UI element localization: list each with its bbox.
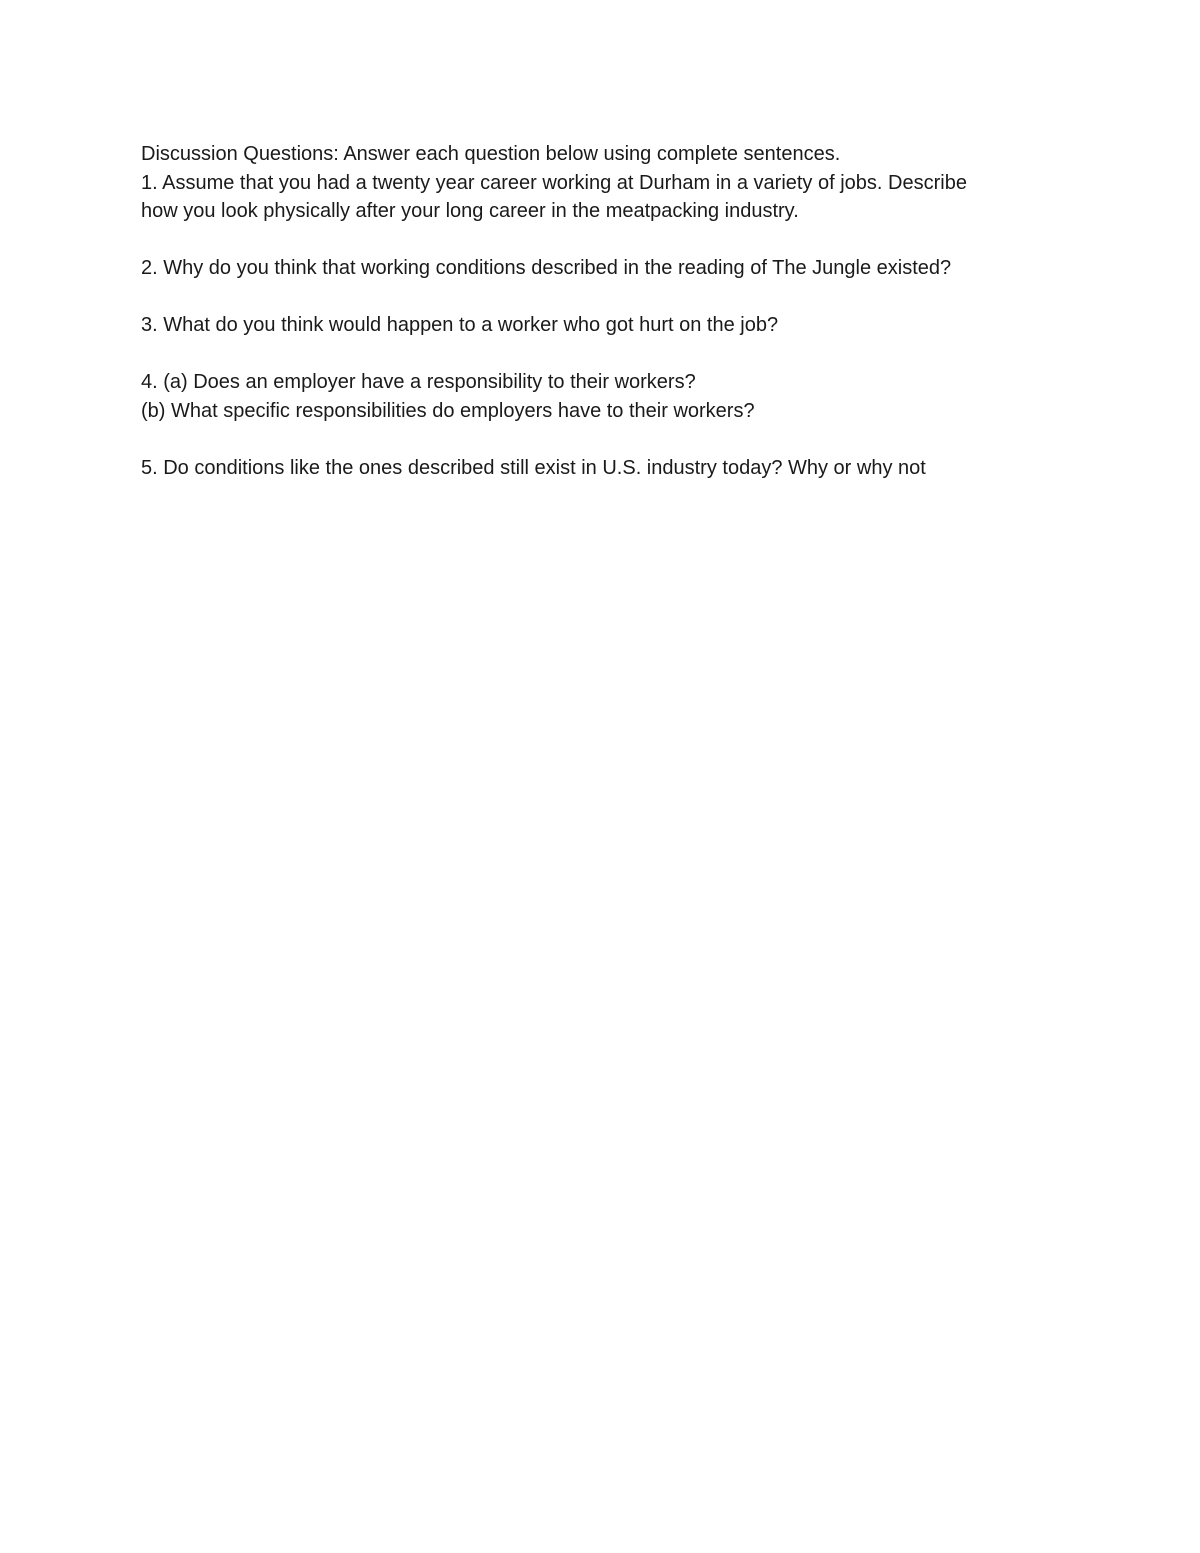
paragraph-spacer (141, 226, 1061, 255)
paragraph-spacer (141, 283, 1061, 312)
question-2-line-1: 2. Why do you think that working conditions described in the reading of The Jungle existed? (141, 257, 952, 279)
question-4-line-1: 4. (a) Does an employer have a responsibility to their workers? (141, 371, 696, 393)
question-3-line-1: 3. What do you think would happen to a worker who got hurt on the job? (141, 314, 779, 336)
question-5-line-1: 5. Do conditions like the ones described still exist in U.S. industry today? Why or why not (141, 456, 926, 479)
question-2 (141, 254, 1061, 283)
document-body (141, 140, 1061, 482)
question-1-line-1: 1. Assume that you had a twenty year career working at Durham in a variety of jobs. Describe (141, 171, 967, 194)
question-1-line-2: how you look physically after your long career in the meatpacking industry. (141, 200, 799, 222)
question-5 (141, 454, 1061, 483)
paragraph-spacer (141, 340, 1061, 369)
question-4 (141, 368, 1061, 425)
question-3 (141, 311, 1061, 340)
discussion-heading: Discussion Questions: Answer each question below using complete sentences. (141, 143, 841, 165)
question-1 (141, 169, 1061, 226)
question-4-line-2: (b) What specific responsibilities do employers have to their workers? (141, 399, 755, 422)
paragraph-spacer (141, 425, 1061, 454)
